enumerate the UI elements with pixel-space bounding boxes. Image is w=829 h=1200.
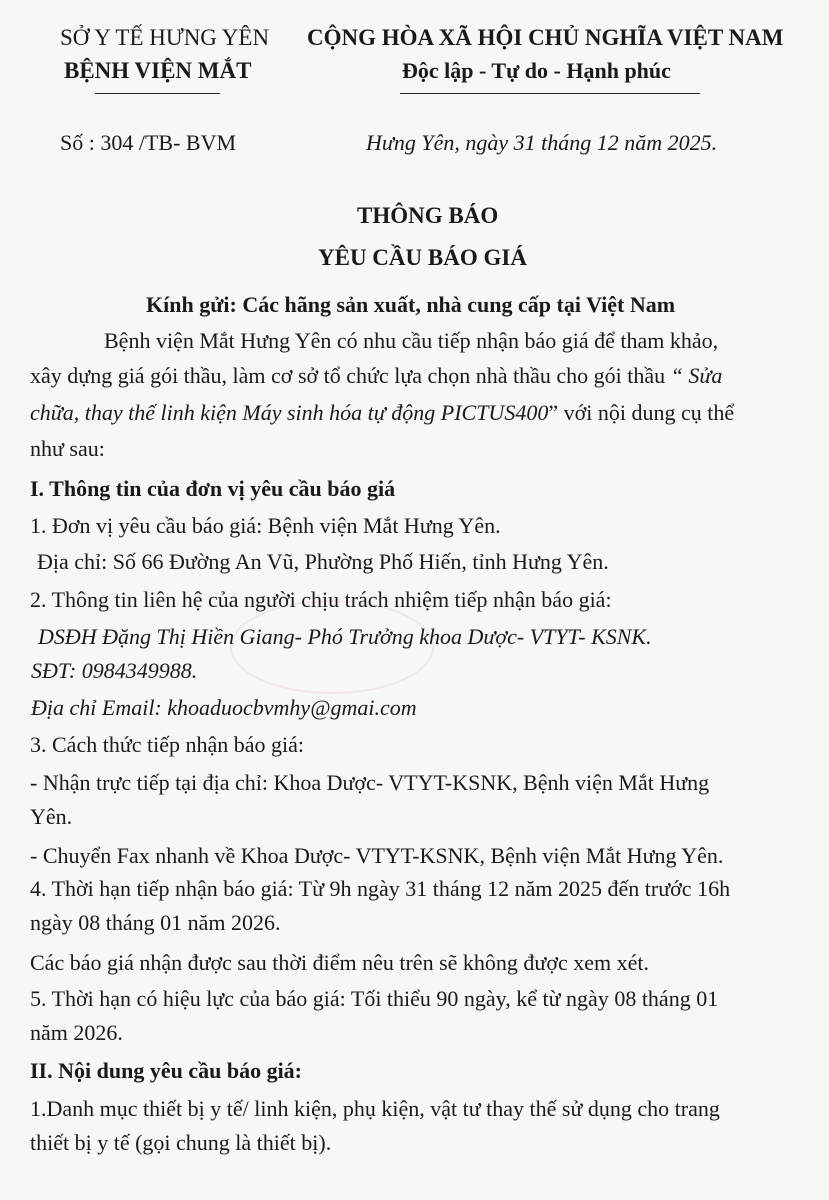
hospital-name: BỆNH VIỆN MẮT [64, 58, 252, 83]
package-name: chữa, thay thế linh kiện Máy sinh hóa tự động PICTUS400 [30, 400, 549, 425]
section-1-item-1: 1. Đơn vị yêu cầu báo giá: Bệnh viện Mắt Hưng Yên. [30, 513, 501, 538]
section-1-item-3: 3. Cách thức tiếp nhận báo giá: [30, 732, 305, 757]
intro-line-3 [30, 400, 734, 426]
package-name-open: “ Sửa [670, 363, 723, 388]
section-1-item-4-line-2: ngày 08 tháng 01 năm 2026. [30, 910, 281, 935]
receive-direct-line-2: Yên. [30, 804, 73, 829]
section-2-item-1-line-1: 1.Danh mục thiết bị y tế/ linh kiện, phụ kiện, vật tư thay thế sử dụng cho trang [30, 1096, 720, 1121]
intro-line-1: Bệnh viện Mắt Hưng Yên có nhu cầu tiếp nhận báo giá để tham khảo, [104, 328, 719, 353]
notice-title: THÔNG BÁO [357, 203, 499, 228]
department-name: SỞ Y TẾ HƯNG YÊN [60, 25, 270, 50]
place-date: Hưng Yên, ngày 31 tháng 12 năm 2025. [366, 130, 718, 155]
section-1-item-5-line-1: 5. Thời hạn có hiệu lực của báo giá: Tối thiểu 90 ngày, kể từ ngày 08 tháng 01 [30, 986, 719, 1011]
motto: Độc lập - Tự do - Hạnh phúc [402, 58, 671, 83]
intro-line-3-text: ” với nội dung cụ thể [548, 400, 735, 425]
motto-underline [400, 93, 700, 94]
hospital-underline [95, 93, 220, 94]
section-1-address: Địa chỉ: Số 66 Đường An Vũ, Phường Phố Hiến, tỉnh Hưng Yên. [37, 549, 609, 574]
intro-line-2-text: xây dựng giá gói thầu, làm cơ sở tổ chức lựa chọn nhà thầu cho gói thầu [30, 363, 666, 388]
section-1-heading: I. Thông tin của đơn vị yêu cầu báo giá [30, 476, 396, 501]
addressee: Kính gửi: Các hãng sản xuất, nhà cung cấp tại Việt Nam [146, 292, 676, 317]
contact-phone: SĐT: 0984349988. [31, 658, 198, 683]
section-1-item-5-line-2: năm 2026. [30, 1020, 123, 1045]
document-number: Số : 304 /TB- BVM [60, 130, 237, 155]
section-1-item-4-line-1: 4. Thời hạn tiếp nhận báo giá: Từ 9h ngày 31 tháng 12 năm 2025 đến trước 16h [30, 876, 731, 901]
republic-title: CỘNG HÒA XÃ HỘI CHỦ NGHĨA VIỆT NAM [307, 25, 784, 50]
receive-fax: - Chuyển Fax nhanh về Khoa Dược- VTYT-KSNK, Bệnh viện Mắt Hưng Yên. [30, 843, 724, 868]
receive-direct-line-1: - Nhận trực tiếp tại địa chỉ: Khoa Dược- VTYT-KSNK, Bệnh viện Mắt Hưng [30, 770, 710, 795]
intro-line-2 [30, 363, 722, 389]
section-2-item-1-line-2: thiết bị y tế (gọi chung là thiết bị). [30, 1130, 332, 1155]
notice-subtitle: YÊU CẦU BÁO GIÁ [318, 245, 527, 270]
contact-person: DSĐH Đặng Thị Hiền Giang- Phó Trưởng khoa Dược- VTYT- KSNK. [38, 624, 652, 649]
section-2-heading: II. Nội dung yêu cầu báo giá: [30, 1058, 303, 1083]
contact-email: Địa chỉ Email: khoaduocbvmhy@gmai.com [31, 695, 417, 720]
section-1-item-2: 2. Thông tin liên hệ của người chịu trách nhiệm tiếp nhận báo giá: [30, 587, 612, 612]
intro-line-4: như sau: [30, 436, 105, 461]
late-quote-note: Các báo giá nhận được sau thời điểm nêu trên sẽ không được xem xét. [30, 950, 649, 975]
